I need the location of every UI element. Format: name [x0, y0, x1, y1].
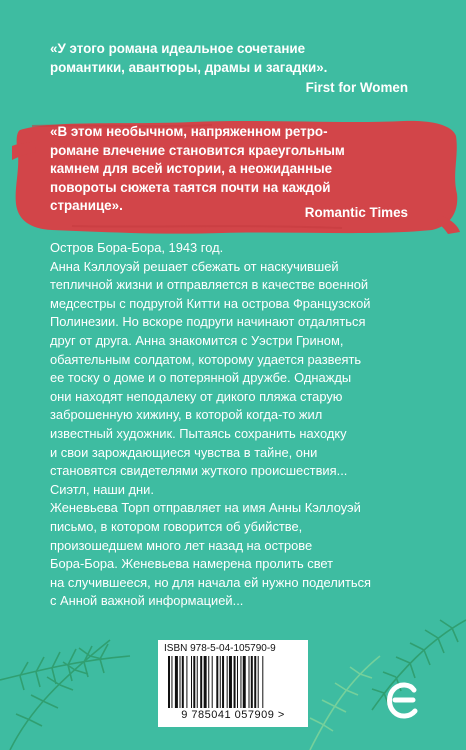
barcode-bar — [182, 656, 184, 708]
text-line: и свои зарождающиеся чувства в тайне, они — [50, 444, 318, 460]
review-source-first: First for Women — [305, 80, 408, 95]
quote-line: странице». — [50, 198, 123, 213]
text-line: друг от друга. Анна знакомится с Уэстри Грином, — [50, 332, 344, 348]
text-line: ее тоску о доме и о потерянной дружбе. Однажды — [50, 370, 352, 386]
text-line: на случившееся, но для начала ей нужно поделиться — [50, 574, 372, 590]
barcode-bar — [191, 656, 192, 708]
review-source-second: Romantic Times — [304, 205, 408, 220]
text-line: с Анной важной информацией... — [50, 593, 244, 609]
quote-line: романтики, авантюры, драмы и загадки». — [50, 59, 328, 75]
text-line: Бора-Бора. Женевьева намерена пролить свет — [50, 556, 334, 572]
barcode-bar — [254, 656, 256, 708]
barcode-bar — [237, 656, 238, 708]
barcode-bar — [175, 656, 178, 708]
quote-line: повороты сюжета таятся почти на каждой — [50, 179, 331, 195]
text-line: письмо, в котором говорится об убийстве, — [50, 518, 303, 534]
annotation-text — [50, 239, 430, 611]
barcode-bar — [240, 656, 241, 708]
barcode-bars — [168, 656, 298, 708]
text-line: становятся свидетелями жуткого происшествия... — [50, 463, 348, 479]
barcode-bar — [186, 656, 187, 708]
quote-line: камнем для всей истории, а неожиданные — [50, 161, 333, 176]
text-line: медсестры с подругой Китти на острова Французской — [50, 295, 371, 311]
barcode-bar — [229, 656, 232, 708]
barcode-bar — [234, 656, 236, 708]
barcode-bar — [243, 656, 246, 708]
text-line: обаятельным солдатом, которому удается развеять — [50, 351, 362, 367]
quote-line: романе влечение становится краеугольным — [50, 142, 345, 158]
review-quote-first — [50, 40, 420, 77]
barcode-bar — [180, 656, 181, 708]
barcode-bar — [251, 656, 253, 708]
isbn-label: ISBN 978-5-04-105790-9 — [164, 643, 276, 654]
review-quote-second — [50, 123, 430, 216]
text-line: тепличной жизни и отправляется в качестве военной — [50, 277, 369, 293]
barcode-bar — [168, 656, 170, 708]
text-line: Анна Кэллоуэй решает сбежать от наскучившей — [50, 258, 339, 274]
text-line: они находят неподалеку от дикого пляжа старую — [50, 388, 343, 404]
quote-line: «У этого романа идеальное сочетание — [50, 41, 306, 56]
barcode-bar — [171, 656, 172, 708]
barcode-bar — [204, 656, 207, 708]
barcode-bar — [212, 656, 213, 708]
barcode-bar — [249, 656, 250, 708]
barcode-bar — [200, 656, 202, 708]
quote-line: «В этом необычном, напряженном ретро- — [50, 124, 328, 139]
text-line: произошедшем много лет назад на острове — [50, 537, 313, 553]
text-line: заброшенную хижину, в которой когда-то жил — [50, 407, 323, 423]
text-line: известный художник. Пытаясь сохранить находку — [50, 425, 347, 441]
barcode-number: 9 785041 057909 > — [181, 709, 285, 721]
barcode-bar — [193, 656, 195, 708]
barcode-bar — [216, 656, 218, 708]
barcode-bar — [197, 656, 198, 708]
barcode-bar — [227, 656, 228, 708]
text-line: Сиэтл, наши дни. — [50, 481, 154, 497]
text-line: Женевьева Торп отправляет на имя Анны Кэллоуэй — [50, 500, 361, 516]
text-line: Остров Бора-Бора, 1943 год. — [50, 240, 224, 255]
barcode-panel — [158, 640, 308, 727]
publisher-e-logo-icon — [386, 680, 420, 720]
barcode-bar — [222, 656, 224, 708]
barcode-bar — [262, 656, 263, 708]
barcode-bar — [208, 656, 209, 708]
text-line: Полинезии. Но вскоре подруги начинают отдаляться — [50, 314, 366, 330]
barcode-bar — [258, 656, 259, 708]
barcode-bar — [220, 656, 221, 708]
